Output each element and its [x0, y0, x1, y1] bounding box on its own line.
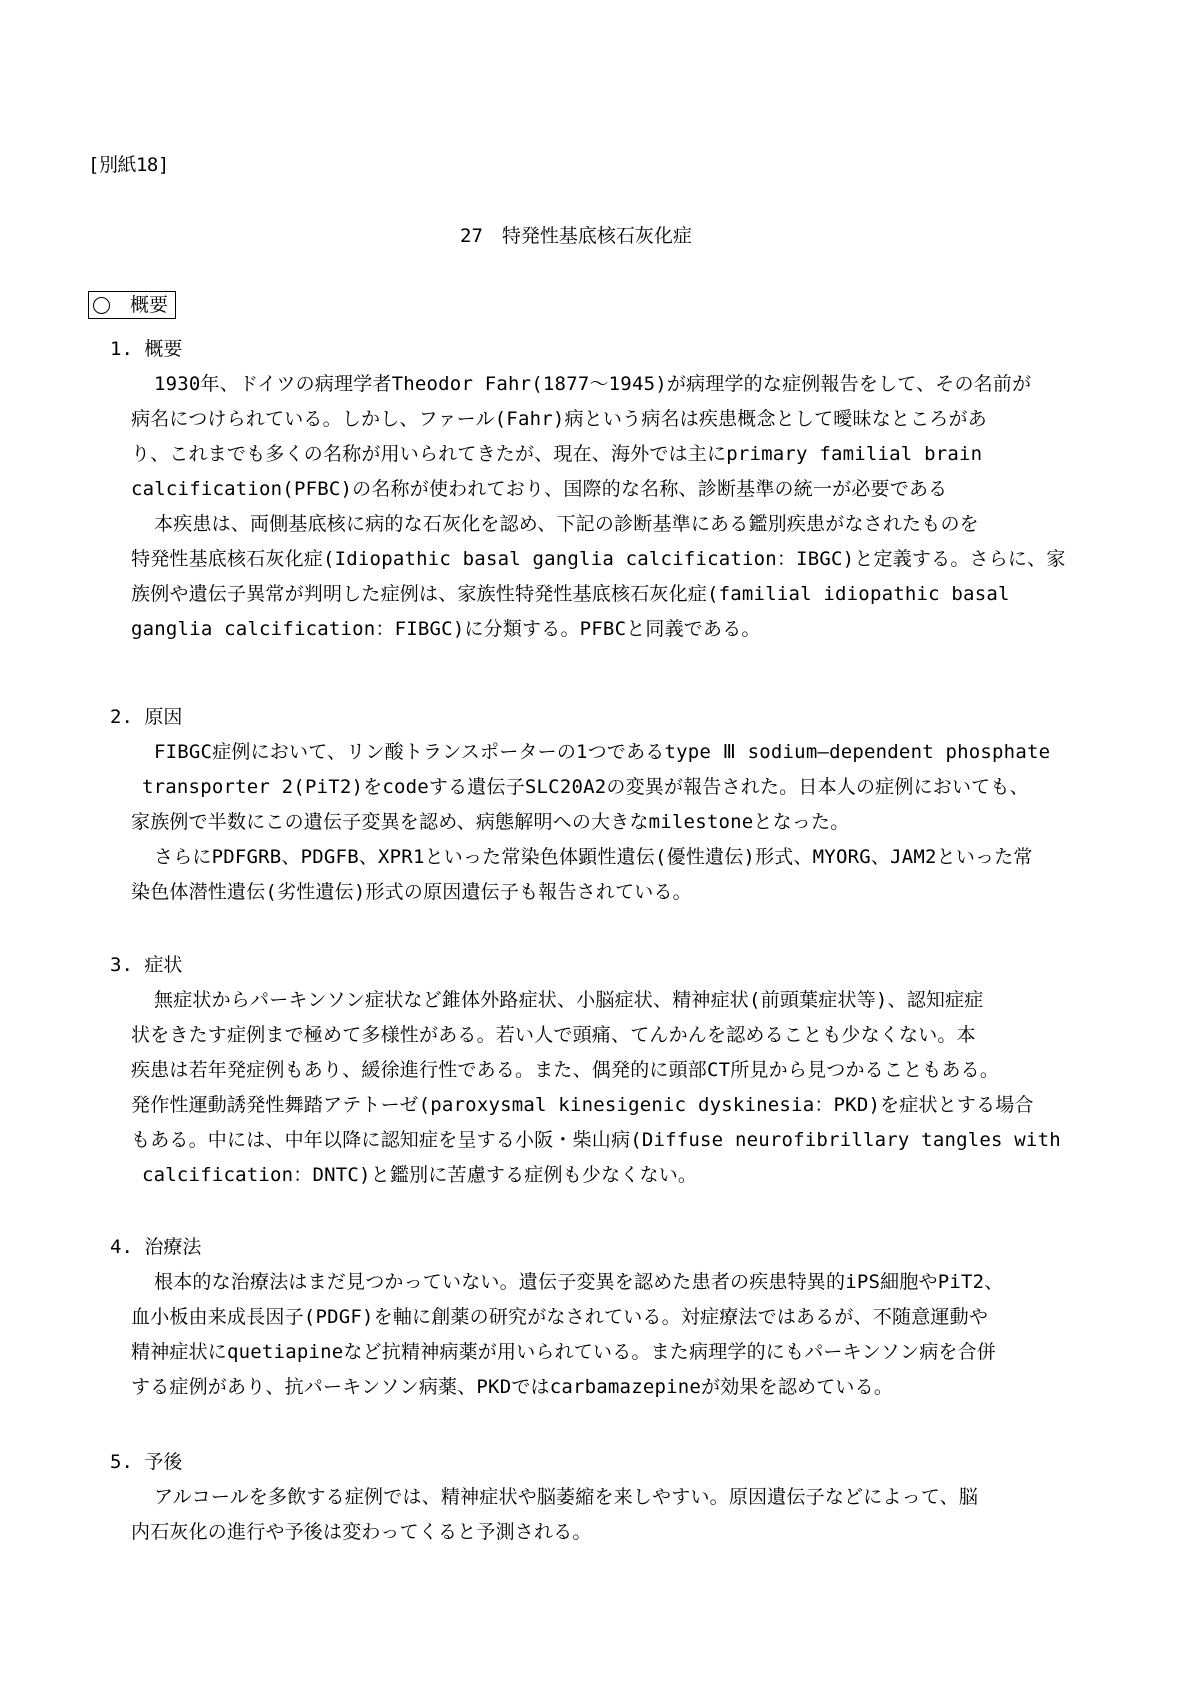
text-line: 無症状からパーキンソン症状など錐体外路症状、小脳症状、精神症状(前頭葉症状等)、認知症症 — [154, 989, 984, 1011]
text-line: もある。中には、中年以降に認知症を呈する小阪・柴山病(Diffuse neurofibrillary tangles with — [131, 1129, 1061, 1151]
overview-box-heading — [88, 291, 176, 319]
section-number: 3. — [110, 954, 133, 976]
section-heading — [110, 948, 1110, 983]
text-line: する症例があり、抗パーキンソン病薬、PKDではcarbamazepineが効果を認めている。 — [131, 1376, 894, 1398]
text-line: 本疾患は、両側基底核に病的な石灰化を認め、下記の診断基準にある鑑別疾患がなされたものを — [154, 513, 979, 535]
text-line: ganglia calcification：FIBGC)に分類する。PFBCと同義である。 — [131, 618, 761, 640]
text-line: さらにPDFGRB、PDGFB、XPR1といった常染色体顕性遺伝(優性遺伝)形式、MYORG、JAM2といった常 — [154, 846, 1033, 868]
text-line: り、これまでも多くの名称が用いられてきたが、現在、海外では主にprimary familial brain — [131, 443, 983, 465]
section-treatment — [110, 1230, 1110, 1405]
text-line: 内石灰化の進行や予後は変わってくると予測される。 — [131, 1521, 592, 1543]
section-heading — [110, 1445, 1110, 1480]
section-body — [110, 367, 1111, 647]
section-symptoms — [110, 948, 1110, 1193]
text-line: 状をきたす症例まで極めて多様性がある。若い人で頭痛、てんかんを認めることも少なくない。本 — [131, 1024, 976, 1046]
text-line: 1930年、ドイツの病理学者Theodor Fahr(1877～1945)が病理学的な症例報告をして、その名前が — [154, 373, 1032, 395]
section-number: 1. — [110, 338, 133, 360]
section-body — [110, 735, 1111, 910]
text-line: アルコールを多飲する症例では、精神症状や脳萎縮を来しやすい。原因遺伝子などによって、脳 — [154, 1486, 979, 1508]
text-line: 血小板由来成長因子(PDGF)を軸に創薬の研究がなされている。対症療法ではあるが、不随意運動や — [131, 1306, 989, 1328]
section-title: 症状 — [144, 954, 183, 976]
text-line: 特発性基底核石灰化症(Idiopathic basal ganglia calcification：IBGC)と定義する。さらに、家 — [131, 548, 1066, 570]
section-prognosis — [110, 1445, 1110, 1550]
section-number: 2. — [110, 706, 133, 728]
section-title: 原因 — [144, 706, 183, 728]
text-line: 精神症状にquetiapineなど抗精神病薬が用いられている。また病理学的にもパーキンソン病を合併 — [131, 1341, 997, 1363]
overview-box-label: 概要 — [130, 294, 169, 316]
section-cause — [110, 700, 1110, 910]
section-title: 予後 — [144, 1451, 183, 1473]
text-line: 根本的な治療法はまだ見つかっていない。遺伝子変異を認めた患者の疾患特異的iPS細胞やPiT2、 — [154, 1271, 1004, 1293]
section-overview — [110, 332, 1110, 647]
section-heading — [110, 332, 1110, 367]
section-body — [110, 1265, 1111, 1405]
section-heading — [110, 700, 1110, 735]
section-body — [110, 983, 1111, 1193]
section-title: 概要 — [144, 338, 183, 360]
document-title: 27 特発性基底核石灰化症 — [460, 225, 692, 247]
text-line: 族例や遺伝子異常が判明した症例は、家族性特発性基底核石灰化症(familial idiopathic basal — [131, 583, 1010, 605]
text-line: 染色体潜性遺伝(劣性遺伝)形式の原因遺伝子も報告されている。 — [131, 881, 692, 903]
text-line: calcification：DNTC)と鑑別に苦慮する症例も少なくない。 — [142, 1164, 698, 1186]
text-line: calcification(PFBC)の名称が使われており、国際的な名称、診断基準の統一が必要である — [131, 478, 948, 500]
section-heading — [110, 1230, 1110, 1265]
circle-icon — [93, 297, 110, 314]
text-line: 発作性運動誘発性舞踏アテトーゼ(paroxysmal kinesigenic dyskinesia：PKD)を症状とする場合 — [131, 1094, 1034, 1116]
section-title: 治療法 — [144, 1236, 202, 1258]
text-line: transporter 2(PiT2)をcodeする遺伝子SLC20A2の変異が報告された。日本人の症例においても、 — [142, 776, 1029, 798]
text-line: 疾患は若年発症例もあり、緩徐進行性である。また、偶発的に頭部CT所見から見つかることもある。 — [131, 1059, 1000, 1081]
text-line: FIBGC症例において、リン酸トランスポーターの1つであるtype Ⅲ sodium―dependent phosphate — [154, 741, 1051, 763]
section-body — [110, 1480, 1111, 1550]
section-number: 5. — [110, 1451, 133, 1473]
text-line: 家族例で半数にこの遺伝子変異を認め、病態解明への大きなmilestoneとなった。 — [131, 811, 850, 833]
attachment-label: [別紙18] — [88, 154, 169, 176]
text-line: 病名につけられている。しかし、ファール(Fahr)病という病名は疾患概念として曖昧なところがあ — [131, 408, 987, 430]
section-number: 4. — [110, 1236, 133, 1258]
